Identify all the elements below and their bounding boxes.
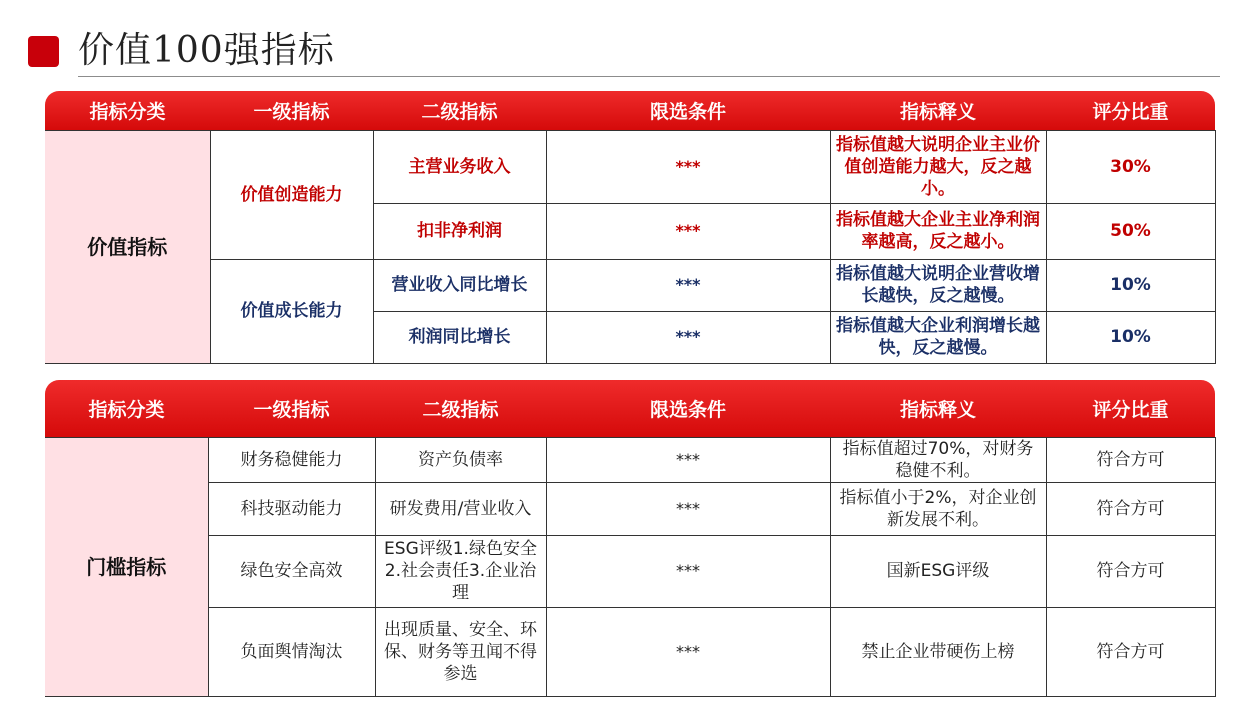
definition-cell: 指标值越大企业主业净利润率越高，反之越小。 <box>830 203 1046 259</box>
level1-cell: 财务稳健能力 <box>208 437 375 482</box>
table-row <box>45 130 1215 203</box>
table-row <box>45 607 1215 696</box>
value-indicator-table <box>45 91 1216 364</box>
table-header-row <box>45 91 1215 130</box>
table-row <box>45 437 1215 482</box>
definition-cell: 指标值超过70%，对财务稳健不利。 <box>830 437 1046 482</box>
condition-cell: *** <box>546 311 830 363</box>
table-row <box>45 482 1215 535</box>
category-cell: 价值指标 <box>45 130 210 363</box>
header-definition: 指标释义 <box>899 398 976 421</box>
header-level2: 二级指标 <box>422 398 499 421</box>
condition-cell: *** <box>546 535 830 607</box>
header-category: 指标分类 <box>89 100 166 123</box>
table-header-row <box>45 380 1215 437</box>
weight-cell: 符合方可 <box>1046 535 1215 607</box>
level1-cell: 科技驱动能力 <box>208 482 375 535</box>
page-title: 价值100强指标 <box>78 30 335 71</box>
definition-cell: 指标值越大企业利润增长越快，反之越慢。 <box>830 311 1046 363</box>
header-weight: 评分比重 <box>1092 100 1169 123</box>
title-marker <box>28 36 59 67</box>
level2-cell: 利润同比增长 <box>373 311 546 363</box>
table-row <box>45 259 1215 311</box>
table-row <box>45 535 1215 607</box>
condition-cell: *** <box>546 130 830 203</box>
definition-cell: 指标值小于2%，对企业创新发展不利。 <box>830 482 1046 535</box>
threshold-indicator-table <box>45 380 1216 697</box>
condition-cell: *** <box>546 259 830 311</box>
weight-cell: 符合方可 <box>1046 437 1215 482</box>
condition-cell: *** <box>546 482 830 535</box>
title-divider <box>78 76 1220 77</box>
weight-cell: 50% <box>1046 203 1215 259</box>
level2-cell: 扣非净利润 <box>373 203 546 259</box>
header-weight: 评分比重 <box>1092 398 1169 421</box>
header-definition: 指标释义 <box>899 100 976 123</box>
weight-cell: 符合方可 <box>1046 607 1215 696</box>
definition-cell: 指标值越大说明企业主业价值创造能力越大，反之越小。 <box>830 130 1046 203</box>
level2-cell: 研发费用/营业收入 <box>375 482 546 535</box>
level2-cell: 主营业务收入 <box>373 130 546 203</box>
level2-cell: 出现质量、安全、环保、财务等丑闻不得参选 <box>375 607 546 696</box>
level1-cell: 绿色安全高效 <box>208 535 375 607</box>
header-level2: 二级指标 <box>421 100 498 123</box>
condition-cell: *** <box>546 437 830 482</box>
weight-cell: 30% <box>1046 130 1215 203</box>
condition-cell: *** <box>546 203 830 259</box>
definition-cell: 禁止企业带硬伤上榜 <box>830 607 1046 696</box>
header-level1: 一级指标 <box>253 100 330 123</box>
header-level1: 一级指标 <box>253 398 330 421</box>
definition-cell: 指标值越大说明企业营收增长越快，反之越慢。 <box>830 259 1046 311</box>
level2-cell: 营业收入同比增长 <box>373 259 546 311</box>
header-condition: 限选条件 <box>649 100 726 123</box>
weight-cell: 10% <box>1046 259 1215 311</box>
condition-cell: *** <box>546 607 830 696</box>
level1-cell: 价值创造能力 <box>210 130 373 259</box>
definition-cell: 国新ESG评级 <box>830 535 1046 607</box>
header-condition: 限选条件 <box>649 398 726 421</box>
weight-cell: 符合方可 <box>1046 482 1215 535</box>
level2-cell: 资产负债率 <box>375 437 546 482</box>
level1-cell: 价值成长能力 <box>210 259 373 363</box>
level2-cell: ESG评级1.绿色安全2.社会责任3.企业治理 <box>375 535 546 607</box>
level1-cell: 负面舆情淘汰 <box>208 607 375 696</box>
weight-cell: 10% <box>1046 311 1215 363</box>
category-cell: 门槛指标 <box>45 437 208 696</box>
header-category: 指标分类 <box>88 398 165 421</box>
